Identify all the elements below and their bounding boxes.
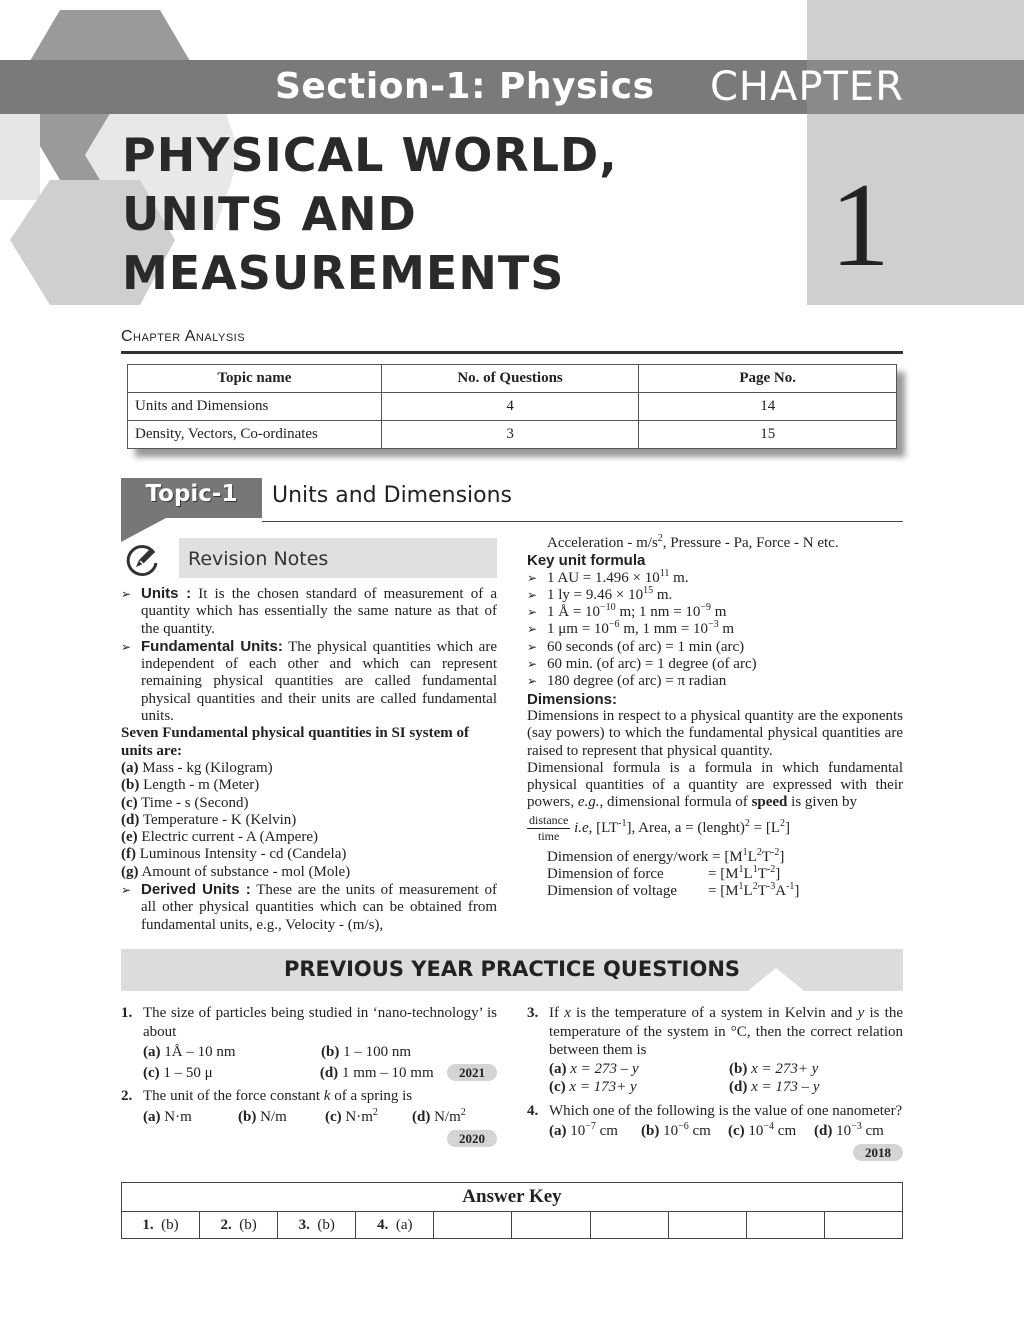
table-cell: 3 [381, 421, 639, 449]
answer-cell-empty [746, 1212, 824, 1239]
divider [121, 351, 903, 354]
question-4: 4. Which one of the following is the value of one nanometer? (a) $10^{-7}$ cm (b) $10^{-6}$ cm (c) $10^{-4}$ cm (d) $10^{-3}$ cm 2018 [527, 1102, 903, 1160]
column-header: Topic name [128, 365, 382, 393]
option[interactable]: (d) x = 173 – y [729, 1079, 820, 1095]
topic-title: Units and Dimensions [272, 483, 513, 508]
list-item: (b) Length - m (Meter) [121, 777, 260, 794]
option[interactable]: (c) $10^{-4}$ cm [728, 1121, 797, 1139]
chapter-title-line: UNITS AND [122, 187, 417, 241]
year-badge: 2020 [447, 1130, 497, 1147]
note-acceleration: Acceleration - $m/s^2$, Pressure - Pa, Force - N etc. [547, 533, 839, 551]
chapter-title-line: MEASUREMENTS [122, 246, 565, 300]
pyq-heading: PREVIOUS YEAR PRACTICE QUESTIONS [283, 957, 741, 981]
list-item: (d) Temperature - K (Kelvin) [121, 811, 297, 828]
table-cell: 4 [381, 393, 639, 421]
option[interactable]: (c) $N\cdot m^2$ [325, 1106, 378, 1125]
formula-item: ➢ 1 $\mu m = 10^{-6}$ m, 1 mm = $10^{-3}$ m [527, 621, 903, 638]
formula-item: ➢ 1 ly = $9.46 \times 10^{15}$ m. [527, 587, 903, 604]
table-row [122, 1212, 903, 1239]
formula-item: ➢ 1 Å = $10^{-10}$ m; 1 nm = $10^{-9}$ m [527, 604, 903, 621]
chapter-title [122, 126, 618, 303]
option[interactable]: (a) 1Å – 10 nm [143, 1044, 236, 1060]
list-item: (a) Mass - kg (Kilogram) [121, 759, 273, 776]
list-item: (g) Amount of substance - mol (Mole) [121, 863, 351, 880]
dimension-examples [527, 846, 903, 901]
pyq-left-column [121, 1004, 497, 1149]
option[interactable]: (b) x = 273+ y [729, 1060, 819, 1077]
option[interactable]: (a) x = 273 – y [549, 1060, 639, 1077]
key-formula-heading: Key unit formula [527, 552, 646, 570]
dimensions-paragraph: Dimensions in respect to a physical quantity are the exponents (say powers) to which the fundamental physical quantities are raised to represent that physical quantity. [527, 707, 903, 759]
table-cell: 15 [639, 421, 897, 449]
table-cell: Units and Dimensions [128, 393, 382, 421]
option[interactable]: (b) N/m [238, 1108, 287, 1125]
chapter-title-line: PHYSICAL WORLD, [122, 128, 618, 182]
option[interactable]: (a) $10^{-7}$ cm [549, 1121, 618, 1139]
question-1: 1. The size of particles being studied in ‘nano-technology’ is about (a) 1Å – 10 nm (b) 1 – 100 nm (c) 1 – 50 μ (d) 1 mm – 10 mm 2021 [121, 1005, 497, 1081]
answer-cell-empty [668, 1212, 746, 1239]
option[interactable]: (d) $10^{-3}$ cm [814, 1121, 884, 1139]
option[interactable]: (c) x = 173+ y [549, 1079, 637, 1095]
answer-cell: 1. (b) [122, 1212, 200, 1239]
formula-item: ➢ 60 min. (of arc) = 1 degree (of arc) [527, 656, 903, 673]
formula-item: ➢ 180 degree (of arc) = π radian [527, 673, 903, 690]
dimension-force: Dimension of force = $[M^1L^1T^{-2}]$ [547, 864, 781, 883]
note-units: ➢ Units : It is the chosen standard of measurement of a quantity which has essentially the same nature as that of the quantity. [121, 585, 497, 638]
topic-tab-label: Topic-1 [145, 481, 238, 507]
question-3: 3. If x is the temperature of a system in Kelvin and y is the temperature of the system in °C, then the correct relation between them is (a) x = 273 – y (b) x = 273+ y (c) x = 173+ y (d) x = 173 – y [527, 1005, 903, 1095]
table-row [128, 421, 897, 449]
si-units-list [121, 760, 497, 881]
column-header: Page No. [639, 365, 897, 393]
section-title: Section-1: Physics [275, 66, 655, 107]
year-badge: 2021 [447, 1064, 497, 1081]
pencil-circle-icon [124, 541, 160, 577]
list-item: (e) Electric current - A (Ampere) [121, 829, 318, 846]
list-item: (f) Luminous Intensity - cd (Candela) [121, 846, 347, 863]
revision-notes-heading: Revision Notes [188, 548, 329, 570]
note-derived-units: ➢ Derived Units : These are the units of measurement of all other physical quantities which can be obtained from fundamental units, e.g., Velocity - (m/s), [121, 881, 497, 934]
list-item: (c) Time - s (Second) [121, 794, 249, 811]
answer-cell-empty [512, 1212, 590, 1239]
answer-key-table [121, 1182, 903, 1239]
chapter-analysis-heading: Chapter Analysis [121, 328, 246, 345]
dimension-voltage: Dimension of voltage = $[M^1L^2T^{-3}A^{-1}]$ [547, 881, 800, 900]
column-header: No. of Questions [381, 365, 639, 393]
year-badge: 2018 [853, 1144, 903, 1161]
answer-cell-empty [590, 1212, 668, 1239]
answer-cell-empty [434, 1212, 512, 1239]
answer-cell: 3. (b) [278, 1212, 356, 1239]
option[interactable]: (b) $10^{-6}$ cm [641, 1121, 711, 1139]
answer-cell: 4. (a) [356, 1212, 434, 1239]
table-cell: 14 [639, 393, 897, 421]
chapter-label: CHAPTER [710, 64, 904, 110]
chapter-analysis-table [127, 364, 897, 449]
divider [262, 521, 903, 522]
option[interactable]: (d) $N/m^2$ [412, 1106, 466, 1125]
pyq-right-column [527, 1004, 903, 1162]
formula-item: ➢ 60 seconds (of arc) = 1 min (arc) [527, 639, 903, 656]
option[interactable]: (c) 1 – 50 μ [143, 1064, 213, 1081]
seven-quantities-heading: Seven Fundamental physical quantities in SI system of units are: [121, 725, 469, 759]
answer-cell-empty [824, 1212, 902, 1239]
formula-item: ➢ 1 AU = $1.496 \times 10^{11}$ m. [527, 570, 903, 587]
answer-cell: 2. (b) [200, 1212, 278, 1239]
table-cell: Density, Vectors, Co-ordinates [128, 421, 382, 449]
fraction: distance time [529, 812, 569, 843]
chapter-number: 1 [830, 158, 890, 291]
dimensional-formula-paragraph: Dimensional formula is a formula in which fundamental physical quantities of a quantity are expressed with their powers, e.g., dimensional formula of speed is given by [527, 759, 903, 811]
answer-key-heading: Answer Key [122, 1183, 903, 1212]
option[interactable]: (b) 1 – 100 nm [321, 1044, 412, 1060]
option[interactable]: (d) 1 mm – 10 mm [319, 1064, 434, 1081]
notes-right-column [527, 535, 903, 901]
dimension-energy: Dimension of energy/work = $[M^1L^2T^{-2}]$ [547, 846, 785, 865]
notes-left-column [121, 585, 497, 934]
table-row [128, 393, 897, 421]
speed-formula: distance time i.e, $[LT^{-1}]$, Area, a = (lenght)$^2$ = $[L^2]$ [529, 812, 790, 843]
question-2: 2. The unit of the force constant k of a spring is (a) N·m (b) N/m (c) $N\cdot m^2$ (d) $N/m^2$ 2020 [121, 1087, 497, 1149]
note-fundamental-units: ➢ Fundamental Units: The physical quantities which are independent of each other and which can represent remaining physical quantities are called fundamental physical quantities and their units are called fundamental units. [121, 638, 497, 725]
option[interactable]: (a) N·m [143, 1108, 192, 1125]
dimensions-heading: Dimensions: [527, 690, 618, 708]
topic-tab-pointer [121, 518, 166, 542]
